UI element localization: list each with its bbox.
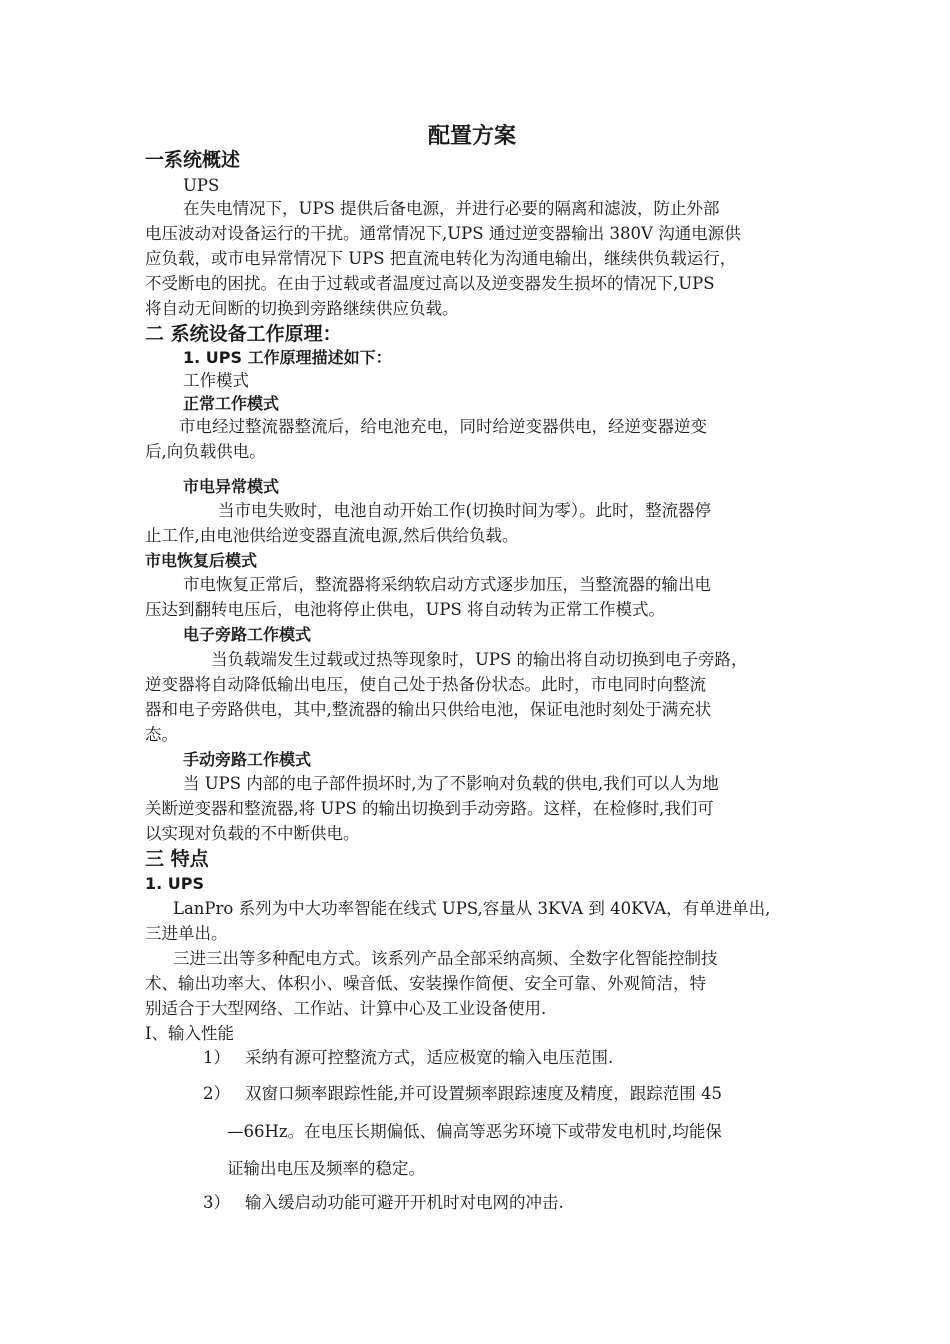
paragraph-line: 止工作,由电池供给逆变器直流电源,然后供给负载。: [145, 526, 519, 545]
paragraph-line: 电压波动对设备运行的干扰。通常情况下,UPS 通过逆变器输出 380V 沟通电源供: [145, 224, 741, 243]
paragraph-line: 三进单出。: [145, 924, 228, 943]
mode-title-normal: 正常工作模式: [183, 394, 280, 413]
mode-title-mains-recovery: 市电恢复后模式: [145, 551, 258, 570]
list-item-number: 3）: [203, 1193, 230, 1212]
paragraph-line: 当 UPS 内部的电子部件损坏时,为了不影响对负载的供电,我们可以人为地: [183, 774, 719, 793]
paragraph-line: 压达到翻转电压后，电池将停止供电，UPS 将自动转为正常工作模式。: [145, 600, 666, 619]
mode-title-manual-bypass: 手动旁路工作模式: [183, 750, 312, 769]
paragraph-line: 当市电失败时，电池自动开始工作(切换时间为零）。此时，整流器停: [218, 501, 712, 520]
mode-title-electronic-bypass: 电子旁路工作模式: [183, 625, 312, 644]
paragraph-line: 在失电情况下，UPS 提供后备电源，并进行必要的隔离和滤波，防止外部: [183, 199, 720, 218]
section-3-heading: 三 特点: [145, 848, 209, 870]
section-3-subheading: 1. UPS: [145, 874, 205, 893]
paragraph-line: 三进三出等多种配电方式。该系列产品全部采纳高频、全数字化智能控制技: [173, 949, 718, 968]
paragraph-line: 不受断电的困扰。在由于过载或者温度过高以及逆变器发生损坏的情况下,UPS: [145, 274, 715, 293]
paragraph-line: 术、输出功率大、体积小、噪音低、安装操作简便、安全可靠、外观简洁，特: [145, 974, 706, 993]
list-item-number: 1）: [203, 1048, 230, 1067]
paragraph-line: 后,向负载供电。: [145, 442, 266, 461]
section-1-heading: 一系统概述: [145, 149, 241, 171]
section-1-subheading: UPS: [183, 176, 220, 195]
paragraph-line: 别适合于大型网络、工作站、计算中心及工业设备使用.: [145, 999, 547, 1018]
list-item-text: 输入缓启动功能可避开开机时对电网的冲击.: [245, 1193, 564, 1212]
section-2-heading: 二 系统设备工作原理：: [145, 323, 342, 345]
paragraph-line: 市电恢复正常后，整流器将采纳软启动方式逐步加压，当整流器的输出电: [183, 575, 711, 594]
mode-group-label: 工作模式: [183, 371, 249, 390]
paragraph-line: 应负载，或市电异常情况下 UPS 把直流电转化为沟通电输出，继续供负载运行，: [145, 249, 737, 268]
section-2-subheading: 1. UPS 工作原理描述如下：: [183, 348, 392, 367]
paragraph-line: LanPro 系列为中大功率智能在线式 UPS,容量从 3KVA 到 40KVA，有单进单出,: [173, 899, 771, 918]
list-item-text: 采纳有源可控整流方式，适应极宽的输入电压范围.: [245, 1048, 614, 1067]
list-item-number: 2）: [203, 1084, 230, 1103]
paragraph-line: 逆变器将自动降低输出电压，使自己处于热备份状态。此时，市电同时向整流: [145, 675, 706, 694]
page-title: 配置方案: [428, 124, 517, 149]
paragraph-line: 器和电子旁路供电，其中,整流器的输出只供给电池，保证电池时刻处于满充状: [145, 700, 712, 719]
list-item-text: —66Hz。在电压长期偏低、偏高等恶劣环境下或带发电机时,均能保: [227, 1122, 722, 1141]
input-performance-heading: Ⅰ、输入性能: [145, 1024, 235, 1043]
list-item-text: 双窗口频率跟踪性能,并可设置频率跟踪速度及精度，跟踪范围 45: [245, 1084, 722, 1103]
list-item-text: 证输出电压及频率的稳定。: [227, 1159, 425, 1178]
paragraph-line: 态。: [145, 725, 178, 744]
paragraph-line: 当负载端发生过载或过热等现象时，UPS 的输出将自动切换到电子旁路，: [211, 650, 748, 669]
paragraph-line: 以实现对负载的不中断供电。: [145, 824, 360, 843]
mode-title-mains-failure: 市电异常模式: [183, 477, 280, 496]
paragraph-line: 关断逆变器和整流器,将 UPS 的输出切换到手动旁路。这样，在检修时,我们可: [145, 799, 714, 818]
paragraph-line: 将自动无间断的切换到旁路继续供应负载。: [145, 299, 459, 318]
paragraph-line: 市电经过整流器整流后，给电池充电，同时给逆变器供电，经逆变器逆变: [179, 417, 707, 436]
